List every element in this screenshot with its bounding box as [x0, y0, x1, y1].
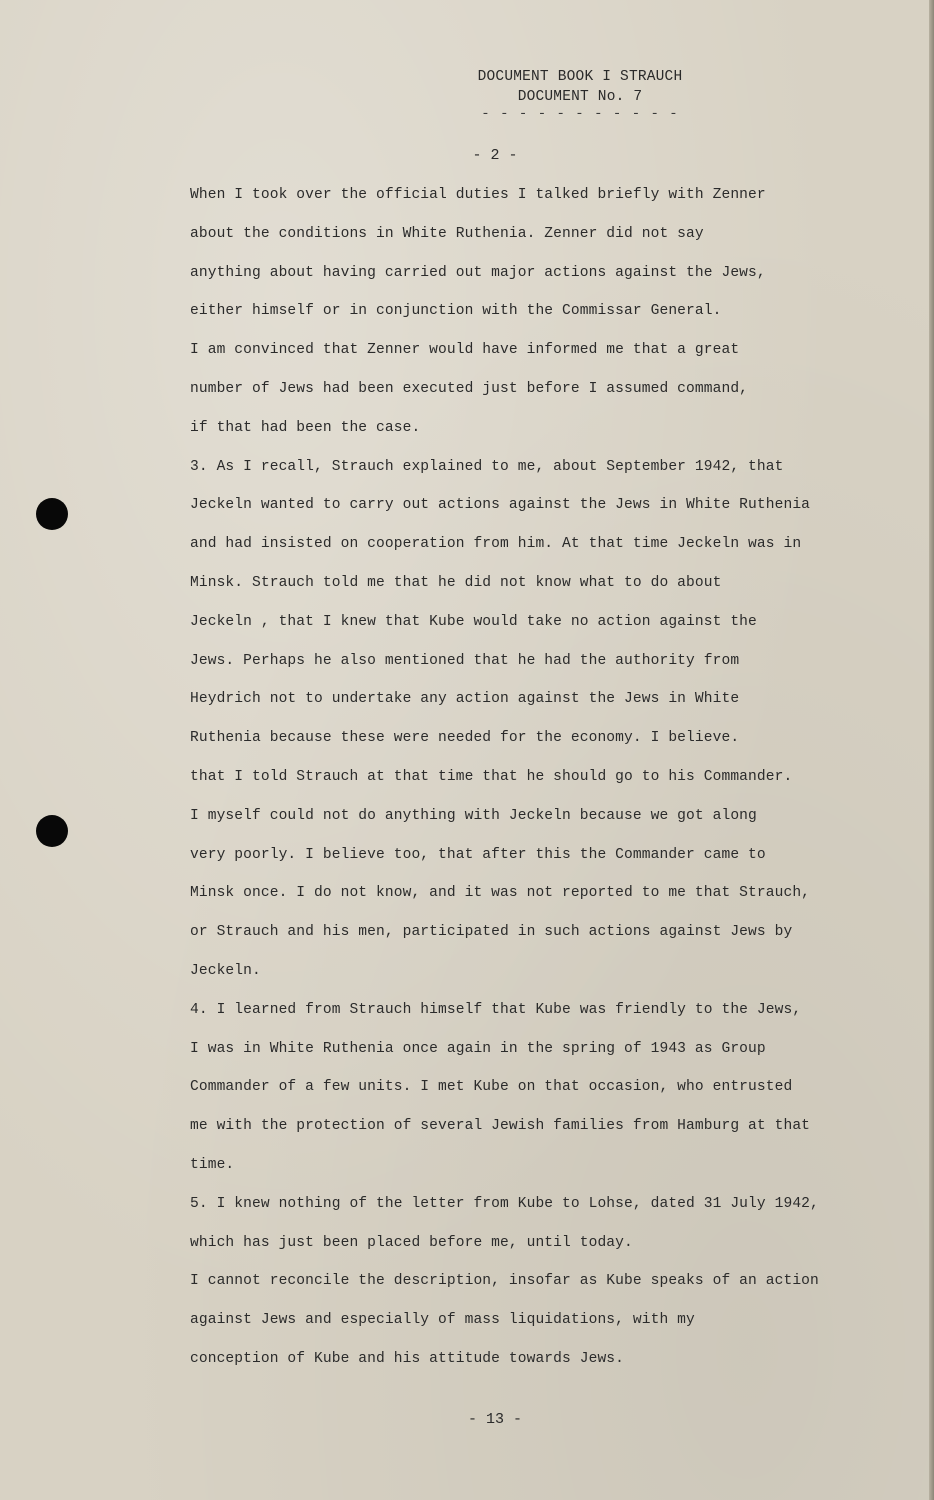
punch-hole-bottom — [36, 815, 68, 847]
body-line: Jeckeln. — [190, 962, 261, 979]
body-line: Jews. Perhaps he also mentioned that he had the authority from — [190, 652, 740, 669]
body-line: Commander of a few units. I met Kube on that occasion, who entrusted — [190, 1079, 793, 1096]
body-line: me with the protection of several Jewish families from Hamburg at that — [190, 1118, 811, 1135]
document-number: DOCUMENT No. 7 — [517, 89, 643, 105]
body-line: Heydrich not to undertake any action against the Jews in White — [190, 691, 740, 708]
document-book-title: DOCUMENT BOOK I STRAUCH — [477, 69, 683, 85]
body-line: if that had been the case. — [190, 419, 421, 436]
body-line: 5. I knew nothing of the letter from Kube to Lohse, dated 31 July 1942, — [190, 1195, 819, 1212]
body-line: I cannot reconcile the description, insofar as Kube speaks of an action — [190, 1273, 819, 1290]
body-line: anything about having carried out major actions against the Jews, — [190, 264, 766, 281]
body-line: which has just been placed before me, until today. — [190, 1234, 633, 1251]
body-line: number of Jews had been executed just before I assumed command, — [190, 380, 749, 397]
body-line: either himself or in conjunction with the Commissar General. — [190, 303, 722, 320]
body-line: Ruthenia because these were needed for the economy. I believe. — [190, 730, 740, 747]
body-line: Minsk. Strauch told me that he did not know what to do about — [190, 574, 722, 591]
body-line: or Strauch and his men, participated in such actions against Jews by — [190, 924, 793, 941]
body-line: conception of Kube and his attitude towards Jews. — [190, 1350, 625, 1367]
heading-underline: - - - - - - - - - - - — [481, 106, 679, 122]
body-line: Jeckeln , that I knew that Kube would take no action against the — [190, 613, 757, 630]
body-line: 3. As I recall, Strauch explained to me, about September 1942, that — [190, 458, 784, 475]
body-line: against Jews and especially of mass liquidations, with my — [190, 1312, 695, 1329]
page-edge-shadow — [929, 0, 934, 1500]
body-line: and had insisted on cooperation from him. At that time Jeckeln was in — [190, 536, 802, 553]
body-line: 4. I learned from Strauch himself that Kube was friendly to the Jews, — [190, 1001, 802, 1018]
body-line: Jeckeln wanted to carry out actions against the Jews in White Ruthenia — [190, 497, 811, 514]
page-number-top: - 2 - — [472, 147, 518, 164]
body-line: about the conditions in White Ruthenia. Zenner did not say — [190, 225, 704, 242]
body-line: I am convinced that Zenner would have informed me that a great — [190, 342, 740, 359]
body-line: that I told Strauch at that time that he should go to his Commander. — [190, 768, 793, 785]
body-line: very poorly. I believe too, that after this the Commander came to — [190, 846, 766, 863]
page-number-bottom: - 13 - — [467, 1411, 522, 1428]
body-line: I myself could not do anything with Jeckeln because we got along — [190, 807, 757, 824]
body-line: When I took over the official duties I talked briefly with Zenner — [190, 187, 766, 203]
document-body — [190, 184, 890, 1387]
body-line: Minsk once. I do not know, and it was not reported to me that Strauch, — [190, 885, 811, 902]
body-line: time. — [190, 1156, 235, 1173]
body-line: I was in White Ruthenia once again in the spring of 1943 as Group — [190, 1040, 766, 1057]
punch-hole-top — [36, 498, 68, 530]
